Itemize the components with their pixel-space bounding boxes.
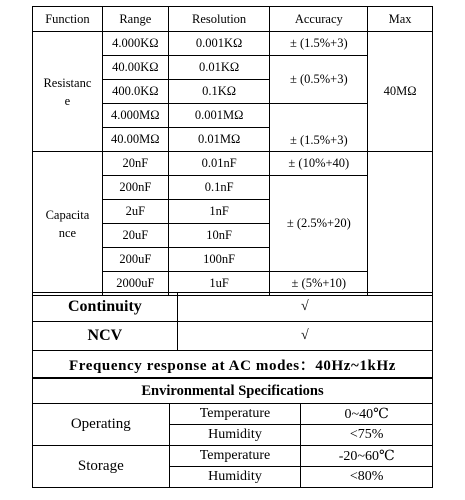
spec-header-row <box>33 7 433 32</box>
spec-table <box>32 6 433 296</box>
resolution-cell: 0.1nF <box>168 176 270 200</box>
ncv-label: NCV <box>33 322 178 351</box>
function-capacitance-line2: nce <box>58 225 77 240</box>
range-cell: 200nF <box>102 176 168 200</box>
environment-title-row <box>33 379 433 404</box>
storage-humidity-label: Humidity <box>169 467 301 488</box>
resolution-cell: 0.01MΩ <box>168 128 270 152</box>
features-table <box>32 292 433 378</box>
range-cell: 2000uF <box>102 272 168 296</box>
function-resistance-line1: Resistanc <box>43 75 92 90</box>
header-max: Max <box>368 7 433 32</box>
resolution-cell: 0.01KΩ <box>168 56 270 80</box>
header-accuracy: Accuracy <box>270 7 368 32</box>
range-cell: 20nF <box>102 152 168 176</box>
table-row <box>33 446 433 467</box>
header-resolution: Resolution <box>168 7 270 32</box>
resolution-cell: 0.001MΩ <box>168 104 270 128</box>
accuracy-cell: ± (2.5%+20) <box>270 176 368 272</box>
accuracy-cell: ± (5%+10) <box>270 272 368 296</box>
accuracy-cell: ± (1.5%+3) <box>270 104 368 152</box>
range-cell: 2uF <box>102 200 168 224</box>
frequency-response-text: Frequency response at AC modes：40Hz~1kHz <box>33 351 433 378</box>
range-cell: 200uF <box>102 248 168 272</box>
resolution-cell: 1uF <box>168 272 270 296</box>
operating-temperature-value: 0~40℃ <box>301 404 433 425</box>
range-cell: 40.00KΩ <box>102 56 168 80</box>
range-cell: 4.000KΩ <box>102 32 168 56</box>
storage-temperature-label: Temperature <box>169 446 301 467</box>
continuity-label: Continuity <box>33 293 178 322</box>
function-capacitance <box>33 152 103 296</box>
function-capacitance-line1: Capacita <box>45 207 90 222</box>
storage-humidity-value: <80% <box>301 467 433 488</box>
resolution-cell: 100nF <box>168 248 270 272</box>
function-resistance <box>33 32 103 152</box>
max-cell: 40MΩ <box>368 32 433 152</box>
table-row <box>33 152 433 176</box>
max-cell-empty <box>368 152 433 296</box>
operating-humidity-label: Humidity <box>169 425 301 446</box>
continuity-row <box>33 293 433 322</box>
header-function: Function <box>33 7 103 32</box>
accuracy-cell: ± (0.5%+3) <box>270 56 368 104</box>
environment-title: Environmental Specifications <box>33 379 433 404</box>
accuracy-cell: ± (10%+40) <box>270 152 368 176</box>
range-cell: 400.0KΩ <box>102 80 168 104</box>
operating-humidity-value: <75% <box>301 425 433 446</box>
resolution-cell: 0.001KΩ <box>168 32 270 56</box>
header-range: Range <box>102 7 168 32</box>
table-row <box>33 32 433 56</box>
accuracy-cell: ± (1.5%+3) <box>270 32 368 56</box>
function-resistance-line2: e <box>64 93 71 108</box>
continuity-check-icon: √ <box>177 293 432 322</box>
range-cell: 20uF <box>102 224 168 248</box>
ncv-row <box>33 322 433 351</box>
resolution-cell: 0.1KΩ <box>168 80 270 104</box>
operating-label: Operating <box>33 404 170 446</box>
storage-label: Storage <box>33 446 170 488</box>
range-cell: 40.00MΩ <box>102 128 168 152</box>
environment-table <box>32 378 433 488</box>
range-cell: 4.000MΩ <box>102 104 168 128</box>
operating-temperature-label: Temperature <box>169 404 301 425</box>
resolution-cell: 1nF <box>168 200 270 224</box>
table-row <box>33 404 433 425</box>
resolution-cell: 10nF <box>168 224 270 248</box>
resolution-cell: 0.01nF <box>168 152 270 176</box>
storage-temperature-value: -20~60℃ <box>301 446 433 467</box>
ncv-check-icon: √ <box>177 322 432 351</box>
frequency-row <box>33 351 433 378</box>
